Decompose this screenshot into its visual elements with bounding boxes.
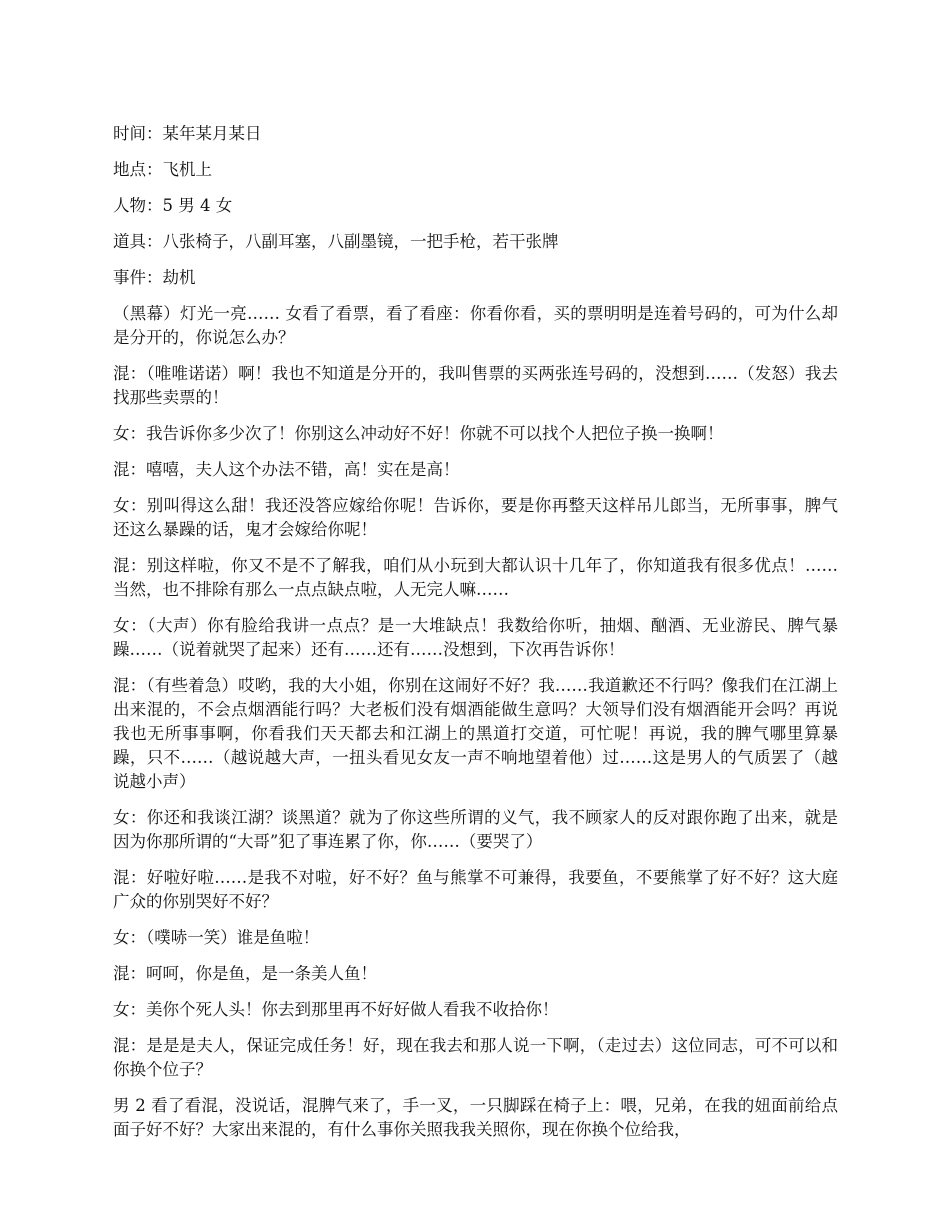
paragraph: 女：我告诉你多少次了！你别这么冲动好不好！你就不可以找个人把位子换一换啊！	[113, 424, 724, 443]
paragraph: 混：嘻嘻，夫人这个办法不错，高！实在是高！	[113, 460, 460, 479]
line-location: 地点：飞机上	[113, 160, 212, 179]
paragraph: 女：（大声）你有脸给我讲一点点？是一大堆缺点！我数给你听，抽烟、酗酒、无业游民、脾气暴躁……（说着就哭了起来）还有……还有……没想到，下次再告诉你！	[113, 616, 838, 659]
paragraph: （黑幕）灯光一亮…… 女看了看票，看了看座：你看你看，买的票明明是连着号码的，可为什么却是分开的，你说怎么办？	[113, 304, 838, 347]
paragraph: 混：是是是夫人，保证完成任务！好，现在我去和那人说一下啊，（走过去）这位同志，可不可以和你换个位子？	[113, 1036, 838, 1079]
line-time: 时间：某年某月某日	[113, 124, 262, 143]
paragraph: 女：你还和我谈江湖？谈黑道？就为了你这些所谓的义气，我不顾家人的反对跟你跑了出来，就是因为你那所谓的“大哥”犯了事连累了你，你……（要哭了）	[113, 808, 838, 851]
paragraph: 混：（有些着急）哎哟，我的大小姐，你别在这闹好不好？我……我道歉还不行吗？像我们在江湖上出来混的，不会点烟酒能行吗？大老板们没有烟酒能做生意吗？大领导们没有烟酒能开会吗？再说我也无所事事啊，你看我们天天都去和江湖上的黑道打交道，可忙呢！再说，我的脾气哪里算暴躁，只不……（越说越大声，一扭头看见女友一声不响地望着他）过……这是男人的气质罢了（越说越小声）	[113, 676, 838, 791]
paragraph: 男 2 看了看混，没说话，混脾气来了，手一叉，一只脚踩在椅子上：喂，兄弟，在我的妞面前给点面子好不好？大家出来混的，有什么事你关照我我关照你，现在你换个位给我，	[113, 1096, 838, 1139]
paragraph: 女：（噗哧一笑）谁是鱼啦！	[113, 928, 320, 947]
paragraph: 混：（唯唯诺诺）啊！我也不知道是分开的，我叫售票的买两张连号码的，没想到……（发怒）我去找那些卖票的！	[113, 364, 838, 407]
paragraph: 混：别这样啦，你又不是不了解我，咱们从小玩到大都认识十几年了，你知道我有很多优点！……当然，也不排除有那么一点点缺点啦，人无完人嘛……	[113, 556, 838, 599]
paragraph: 女：别叫得这么甜！我还没答应嫁给你呢！告诉你，要是你再整天这样吊儿郎当，无所事事，脾气还这么暴躁的话，鬼才会嫁给你呢！	[113, 496, 838, 539]
document-body	[113, 122, 838, 1154]
line-props: 道具：八张椅子，八副耳塞，八副墨镜，一把手枪，若干张牌	[113, 232, 559, 251]
paragraph: 女：美你个死人头！你去到那里再不好好做人看我不收拾你！	[113, 1000, 559, 1019]
paragraph: 混：呵呵，你是鱼，是一条美人鱼！	[113, 964, 377, 983]
paragraph: 混：好啦好啦……是我不对啦，好不好？鱼与熊掌不可兼得，我要鱼，不要熊掌了好不好？这大庭广众的你别哭好不好？	[113, 868, 838, 911]
line-characters: 人物：5 男 4 女	[113, 196, 233, 215]
line-event: 事件：劫机	[113, 268, 196, 287]
